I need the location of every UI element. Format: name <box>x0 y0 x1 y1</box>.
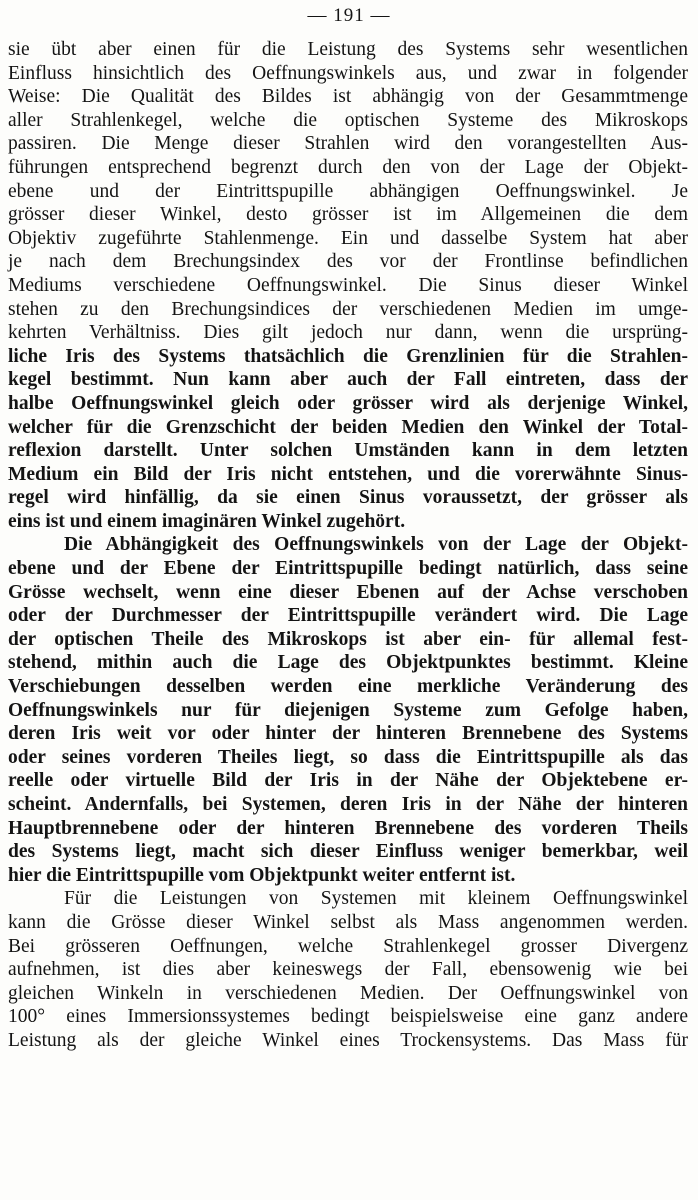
text-line: grösser dieser Winkel, desto grösser ist im Allgemeinen die dem <box>8 204 688 226</box>
text-line: oder seines vorderen Theiles liegt, so dass die Eintrittspupille als das <box>8 746 688 768</box>
text-line: welcher für die Grenzschicht der beiden Medien den Winkel der Total- <box>8 416 688 438</box>
text-line: Grösse wechselt, wenn eine dieser Ebenen auf der Achse verschoben <box>8 581 688 603</box>
text-line: Medium ein Bild der Iris nicht entstehen, und die vorerwähnte Sinus- <box>8 463 688 485</box>
text-line: 100° eines Immersionssystemes bedingt beispielsweise eine ganz andere <box>8 1006 688 1028</box>
text-line: kann die Grösse dieser Winkel selbst als Mass angenommen werden. <box>8 911 688 933</box>
text-line: regel wird hinfällig, da sie einen Sinus voraussetzt, der grösser als <box>8 487 688 509</box>
text-line: gleichen Winkeln in verschiedenen Medien. Der Oeffnungswinkel von <box>8 982 688 1004</box>
text-line: reflexion darstellt. Unter solchen Umständen kann in dem letzten <box>8 440 688 462</box>
text-line: kegel bestimmt. Nun kann aber auch der Fall eintreten, dass der <box>8 369 688 391</box>
text-line: Für die Leistungen von Systemen mit kleinem Oeffnungswinkel <box>64 888 688 910</box>
text-line: stehend, mithin auch die Lage des Objektpunktes bestimmt. Kleine <box>8 652 688 674</box>
text-line: scheint. Andernfalls, bei Systemen, deren Iris in der Nähe der hinteren <box>8 794 688 815</box>
text-line: deren Iris weit vor oder hinter der hinteren Brennebene des Systems <box>8 723 688 745</box>
text-line: Die Abhängigkeit des Oeffnungswinkels von der Lage der Objekt- <box>64 534 688 556</box>
text-line: oder der Durchmesser der Eintrittspupille verändert wird. Die Lage <box>8 605 688 627</box>
text-line: der optischen Theile des Mikroskops ist aber ein- für allemal fest- <box>8 628 688 650</box>
text-line: Bei grösseren Oeffnungen, welche Strahlenkegel grosser Divergenz <box>8 935 688 957</box>
text-line: halbe Oeffnungswinkel gleich oder grösser wird als derjenige Winkel, <box>8 392 688 414</box>
text-line: reelle oder virtuelle Bild der Iris in der Nähe der Objektebene er- <box>8 770 688 792</box>
text-line: Oeffnungswinkels nur für diejenigen Systeme zum Gefolge haben, <box>8 699 688 721</box>
text-line: eins ist und einem imaginären Winkel zugehört. <box>8 510 406 532</box>
text-line: sie übt aber einen für die Leistung des Systems sehr wesentlichen <box>8 39 688 60</box>
text-line: führungen entsprechend begrenzt durch den von der Lage der Objekt- <box>8 156 688 178</box>
text-line: Einfluss hinsichtlich des Oeffnungswinkels aus, und zwar in folgender <box>8 62 688 84</box>
text-line: liche Iris des Systems thatsächlich die Grenzlinien für die Strahlen- <box>8 345 688 367</box>
text-line: ebene und der Eintrittspupille abhängigen Oeffnungswinkel. Je <box>8 180 688 202</box>
text-line: stehen zu den Brechungsindices der verschiedenen Medien im umge- <box>8 298 688 320</box>
text-line: Leistung als der gleiche Winkel eines Trockensystems. Das Mass für <box>8 1029 688 1051</box>
text-line: ebene und der Ebene der Eintrittspupille bedingt natürlich, dass seine <box>8 558 688 580</box>
text-line: aller Strahlenkegel, welche die optischen Systeme des Mikroskops <box>8 109 688 131</box>
body-text <box>8 38 688 1053</box>
text-line: je nach dem Brechungsindex des vor der Frontlinse befindlichen <box>8 251 688 273</box>
text-line: kehrten Verhältniss. Dies gilt jedoch nur dann, wenn die ursprüng- <box>8 322 688 344</box>
text-line: hier die Eintrittspupille vom Objektpunkt weiter entfernt ist. <box>8 864 516 886</box>
text-line: Hauptbrennebene oder der hinteren Brennebene des vorderen Theils <box>8 817 688 839</box>
text-line: Weise: Die Qualität des Bildes ist abhängig von der Gesammtmenge <box>8 86 688 108</box>
text-line: Objektiv zugeführte Stahlenmenge. Ein und dasselbe System hat aber <box>8 227 688 249</box>
page-number: — 191 — <box>307 5 391 26</box>
text-line: des Systems liegt, macht sich dieser Einfluss weniger bemerkbar, weil <box>8 841 688 863</box>
text-line: aufnehmen, ist dies aber keineswegs der Fall, ebensowenig wie bei <box>8 959 688 981</box>
text-line: passiren. Die Menge dieser Strahlen wird den vorangestellten Aus- <box>8 133 688 155</box>
text-line: Mediums verschiedene Oeffnungswinkel. Die Sinus dieser Winkel <box>8 274 688 296</box>
text-line: Verschiebungen desselben werden eine merkliche Veränderung des <box>8 676 688 698</box>
